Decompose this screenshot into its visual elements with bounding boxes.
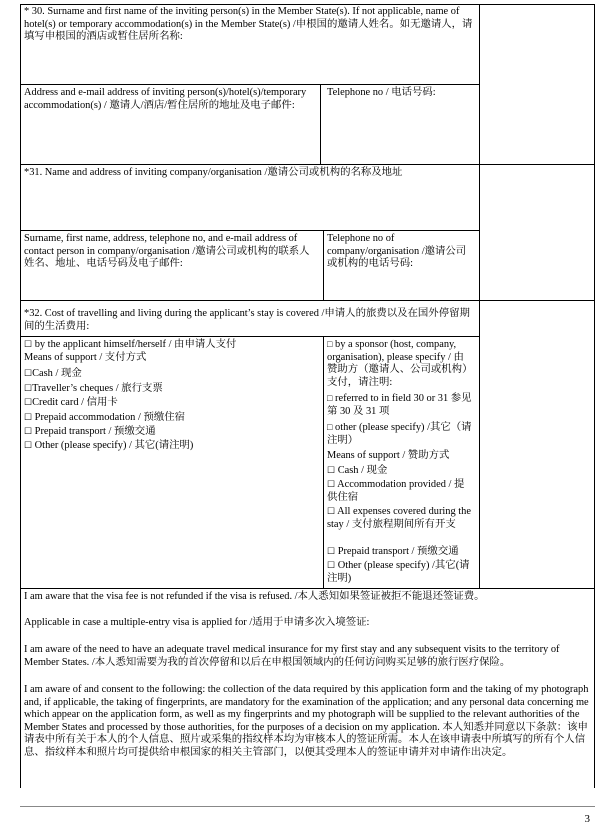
applicant-option-label: Other (please specify) / 其它(请注明) — [32, 440, 194, 451]
applicant-option-label: Cash / 现金 — [32, 368, 82, 379]
checkbox-icon[interactable]: ☐ — [24, 383, 33, 393]
row-line — [20, 300, 595, 301]
checkbox-icon[interactable]: ☐ — [24, 440, 33, 450]
sponsor-referred-option[interactable] — [327, 392, 473, 418]
sponsor-option-transport[interactable] — [327, 545, 473, 559]
applicant-option-label: Prepaid accommodation / 预缴住宿 — [32, 412, 186, 423]
cell-divider — [323, 230, 324, 300]
by-applicant-label: by the applicant himself/herself / 由申请人支付 — [34, 339, 237, 350]
sponsor-option-label: Prepaid transport / 预缴交通 — [337, 546, 459, 557]
applicant-option-label: Traveller’s cheques / 旅行支票 — [32, 383, 163, 394]
applicant-option-other[interactable] — [24, 439, 320, 453]
frame-top — [20, 4, 595, 5]
by-applicant-option[interactable] — [24, 338, 320, 352]
checkbox-icon[interactable]: ☐ — [24, 339, 33, 349]
sponsor-option-accommodation[interactable] — [327, 478, 473, 504]
applicant-means-label: Means of support / 支付方式 — [24, 352, 147, 363]
frame-right — [594, 4, 595, 788]
insurance-statement: I am aware of the need to have an adequate travel medical insurance for my first stay and any subsequent visits to the territory of Member States. /本人悉知需要为我的首次停留和以后在申根国领域内的任何访问购买足够的旅行医疗保险。 — [24, 644, 560, 668]
row-line — [20, 230, 479, 231]
applicant-option-cash[interactable] — [24, 367, 320, 381]
field-30-label: * 30. Surname and first name of the inviting person(s) in the Member State(s). If not applicable, name of hotel(s) or temporary accommodation(s) in the Member State(s) /申根国的邀请人姓名。如无邀请人，请填写申根国的酒店或暂住居所名称: — [24, 6, 473, 43]
field-31-phone-label: Telephone no of company/organisation /邀请公司或机构的电话号码: — [327, 233, 467, 270]
sponsor-option-cash[interactable] — [327, 464, 473, 478]
row-line — [20, 84, 479, 85]
column-divider-right — [479, 4, 480, 588]
visa-fee-statement: I am aware that the visa fee is not refunded if the visa is refused. /本人悉知如果签证被拒不能退还签证费。 — [24, 591, 485, 602]
multiple-entry-heading: Applicable in case a multiple-entry visa is applied for /适用于申请多次入境签证: — [24, 617, 370, 628]
by-sponsor-option[interactable] — [327, 338, 473, 389]
applicant-option-label: Prepaid transport / 预缴交通 — [32, 426, 156, 437]
row-line — [20, 336, 479, 337]
checkbox-icon[interactable]: □ — [327, 422, 333, 432]
applicant-option-label: Credit card / 信用卡 — [32, 397, 118, 408]
checkbox-icon[interactable]: ☐ — [24, 426, 33, 436]
sponsor-other-option[interactable] — [327, 421, 473, 447]
applicant-option-accommodation[interactable] — [24, 411, 320, 425]
checkbox-icon[interactable]: ☐ — [24, 397, 33, 407]
applicant-option-transport[interactable] — [24, 425, 320, 439]
field-30-phone-label: Telephone no / 电话号码: — [327, 87, 436, 98]
checkbox-icon[interactable]: ☐ — [327, 546, 336, 556]
checkbox-icon[interactable]: ☐ — [327, 506, 336, 516]
sponsor-option-label: Accommodation provided / 提供住宿 — [327, 479, 465, 503]
by-sponsor-label: by a sponsor (host, company, organisation), please specify / 由赞助方（邀请人、公司或机构）支付，请注明: — [327, 339, 473, 388]
page-number: 3 — [584, 813, 590, 825]
checkbox-icon[interactable]: ☐ — [327, 465, 336, 475]
sponsor-other-label: other (please specify) /其它（请注明） — [327, 422, 472, 446]
field-30-address-label: Address and e-mail address of inviting person(s)/hotel(s)/temporary accommodation(s) / 邀请人/酒店/暂住居所的地址及电子邮件: — [24, 87, 307, 111]
page-rule — [20, 806, 595, 807]
sponsor-referred-label: referred to in field 30 or 31 参见第 30 及 31 项 — [327, 393, 472, 417]
applicant-option-credit-card[interactable] — [24, 396, 320, 410]
sponsor-option-label: Other (please specify) /其它(请注明) — [327, 560, 470, 584]
cell-divider — [320, 84, 321, 164]
field-32-label: *32. Cost of travelling and living during the applicant’s stay is covered /申请人的旅费以及在国外停留期间的生活费用: — [24, 308, 470, 332]
checkbox-icon[interactable]: □ — [327, 339, 333, 349]
checkbox-icon[interactable]: ☐ — [24, 368, 33, 378]
consent-statement: I am aware of and consent to the following: the collection of the data required by this application form and the taking of my photograph and, if applicable, the taking of fingerprints, are mandatory for the examination of the application; and any personal data concerning me which appear on the application form, as well as my fingerprints and my photograph will be supplied to the relevant authorities of the Member States and processed by those authorities, for the purposes of a decision on my application. 本人知悉并同意以下条款：该申请表中所有关于本人的个人信息、照片或采集的指纹样本均为审核本人的签证所需。本人在该申请表中所填写的所有个人信息、指纹样本和照片均可提供给申根国家的相关主管部门，以便其受理本人的签证申请并对申请作出决定。 — [24, 684, 589, 758]
sponsor-option-label: All expenses covered during the stay / 支付旅程期间所有开支 — [327, 506, 471, 530]
sponsor-means-label: Means of support / 赞助方式 — [327, 450, 450, 461]
checkbox-icon[interactable]: ☐ — [24, 412, 33, 422]
checkbox-icon[interactable]: □ — [327, 393, 333, 403]
sponsor-option-other[interactable] — [327, 559, 473, 585]
sponsor-option-label: Cash / 现金 — [337, 465, 388, 476]
applicant-option-cheques[interactable] — [24, 382, 320, 396]
checkbox-icon[interactable]: ☐ — [327, 560, 336, 570]
row-line — [20, 588, 595, 589]
field-31-contact-label: Surname, first name, address, telephone no, and e-mail address of contact person in company/organisation /邀请公司或机构的联系人姓名、地址、电话号码及电子邮件: — [24, 233, 310, 270]
sponsor-option-all-expenses[interactable] — [327, 505, 473, 531]
cell-divider — [323, 336, 324, 588]
checkbox-icon[interactable]: ☐ — [327, 479, 336, 489]
row-line — [20, 164, 595, 165]
field-31-label: *31. Name and address of inviting company/organisation /邀请公司或机构的名称及地址 — [24, 167, 403, 178]
frame-left — [20, 4, 21, 788]
